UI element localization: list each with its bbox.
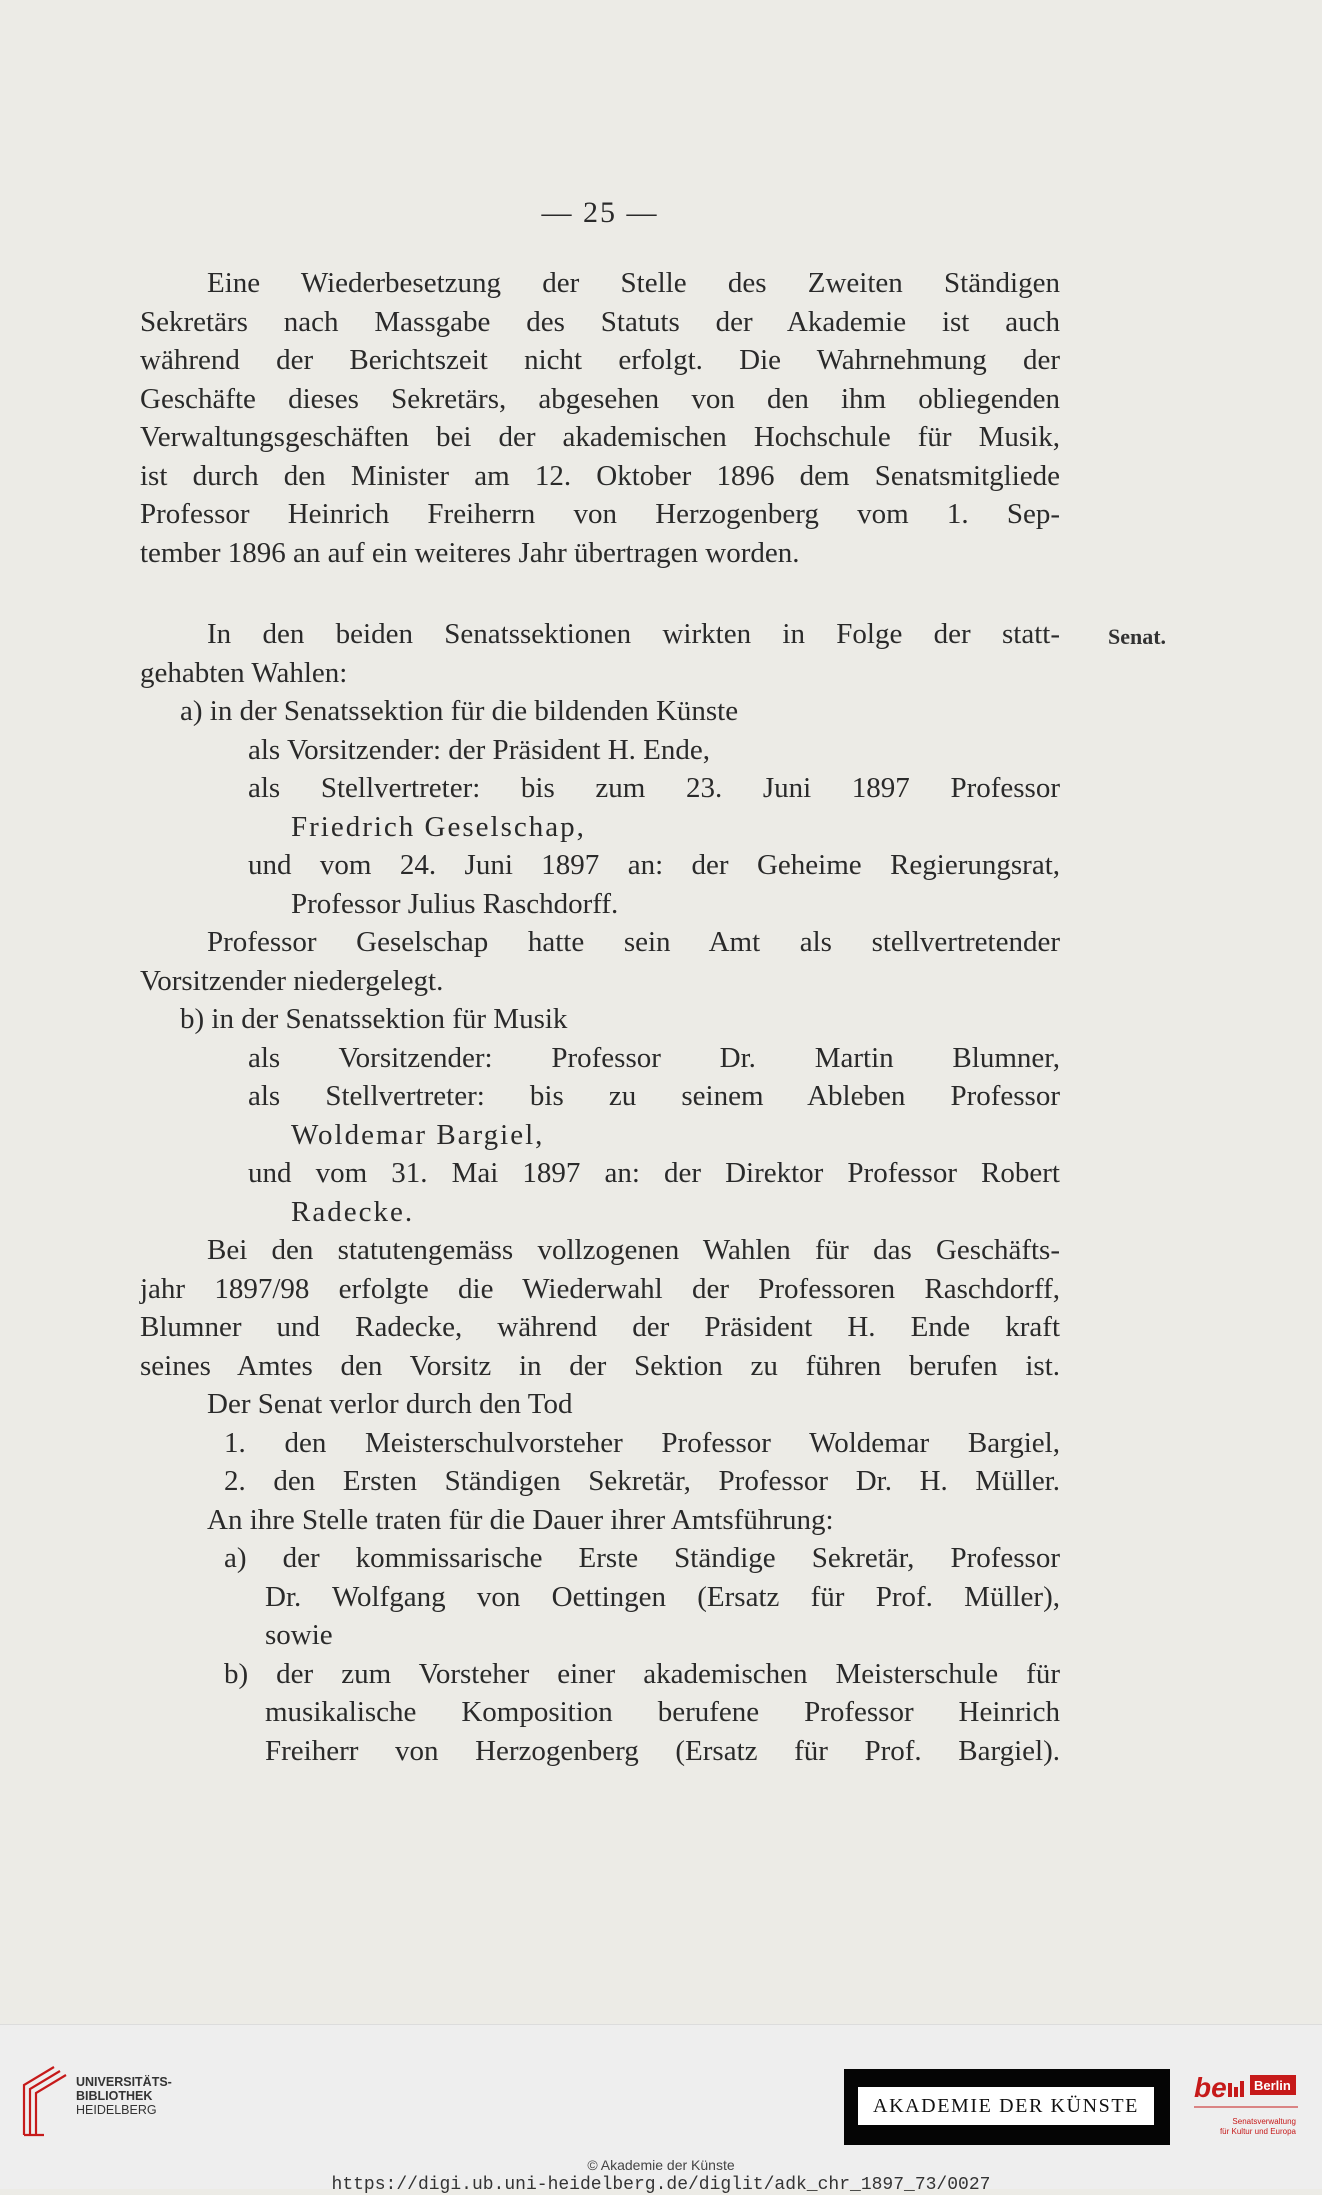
ub-line-3: HEIDELBERG: [76, 2103, 157, 2117]
svg-text:be: be: [1194, 2072, 1227, 2103]
text-line: Professor Julius Raschdorff.: [291, 887, 619, 920]
text-line: Sekretärs nach Massgabe des Statuts der Akademie ist auch: [140, 305, 1060, 338]
svg-text:Senatsverwaltung: Senatsverwaltung: [1232, 2117, 1296, 2126]
paragraph-3: [140, 1231, 1060, 1385]
margin-note: Senat.: [1108, 624, 1167, 649]
text-line: ist durch den Minister am 12. Oktober 1896 dem Senatsmitgliede: [140, 459, 1060, 492]
text-line: Professor Geselschap hatte sein Amt als stellvertretender: [207, 926, 1060, 958]
text-line: Bei den statutengemäss vollzogenen Wahlen für das Geschäfts-: [207, 1234, 1060, 1266]
text-line: während der Berichtszeit nicht erfolgt. Die Wahrnehmung der: [140, 344, 1060, 376]
ub-line-1: UNIVERSITÄTS-: [76, 2075, 172, 2089]
text-line: Eine Wiederbesetzung der Stelle des Zweiten Ständigen: [207, 267, 1060, 299]
text-line: und vom 24. Juni 1897 an: der Geheime Regierungsrat,: [248, 849, 1060, 881]
text-line: jahr 1897/98 erfolgte die Wiederwahl der Professoren Raschdorff,: [140, 1272, 1060, 1305]
text-line: sowie: [265, 1619, 333, 1651]
text-line: als Stellvertreter: bis zum 23. Juni 1897 Professor: [248, 772, 1060, 804]
text-line: Verwaltungsgeschäften bei der akademischen Hochschule für Musik,: [140, 421, 1060, 453]
text-line: als Vorsitzender: der Präsident H. Ende,: [248, 733, 711, 766]
be-berlin-logo-icon[interactable]: [1194, 2069, 1298, 2149]
text-line: An ihre Stelle traten für die Dauer ihrer Amtsführung:: [207, 1503, 834, 1536]
text-line: Professor Heinrich Freiherrn von Herzogenberg vom 1. Sep-: [140, 498, 1060, 530]
copyright-notice: © Akademie der Künste: [587, 2157, 735, 2173]
akademie-logo-label: AKADEMIE DER KÜNSTE: [858, 2087, 1154, 2125]
text-line: gehabten Wahlen:: [140, 656, 348, 689]
text-line: Dr. Wolfgang von Oettingen (Ersatz für Prof. Müller),: [265, 1580, 1060, 1613]
text-line: Radecke.: [291, 1195, 415, 1228]
list-item: b) der zum Vorsteher einer akademischen Meisterschule für: [224, 1657, 1060, 1690]
paragraph-2: [140, 615, 1060, 1231]
text-line: und vom 31. Mai 1897 an: der Direktor Professor Robert: [248, 1157, 1060, 1189]
text-line: als Stellvertreter: bis zu seinem Ableben Professor: [248, 1080, 1060, 1112]
ub-line-2: BIBLIOTHEK: [76, 2089, 153, 2103]
text-line: Woldemar Bargiel,: [291, 1118, 545, 1151]
list-item: b) in der Senatssektion für Musik: [180, 1003, 568, 1035]
paragraph-4: [140, 1385, 1060, 1770]
list-item: 2. den Ersten Ständigen Sekretär, Professor Dr. H. Müller.: [224, 1465, 1060, 1497]
text-line: Geschäfte dieses Sekretärs, abgesehen von den ihm obliegenden: [140, 382, 1060, 415]
source-url-link[interactable]: https://digi.ub.uni-heidelberg.de/diglit/adk_chr_1897_73/0027: [331, 2175, 991, 2195]
text-line: Freiherr von Herzogenberg (Ersatz für Prof. Bargiel).: [265, 1734, 1060, 1767]
text-line: Der Senat verlor durch den Tod: [207, 1388, 573, 1420]
text-line: seines Amtes den Vorsitz in der Sektion zu führen berufen ist.: [140, 1349, 1060, 1382]
page-number: — 25 —: [541, 196, 659, 229]
university-library-logo-icon[interactable]: [14, 2063, 74, 2139]
list-item: a) in der Senatssektion für die bildenden Künste: [180, 695, 739, 727]
list-item: 1. den Meisterschulvorsteher Professor Woldemar Bargiel,: [224, 1426, 1060, 1459]
text-line: Vorsitzender niedergelegt.: [140, 964, 444, 997]
list-item: a) der kommissarische Erste Ständige Sekretär, Professor: [224, 1542, 1060, 1574]
text-line: In den beiden Senatssektionen wirkten in Folge der statt-: [207, 618, 1060, 650]
paragraph-1: [140, 264, 1060, 572]
text-line: tember 1896 an auf ein weiteres Jahr übertragen worden.: [140, 536, 800, 569]
text-line: musikalische Komposition berufene Professor Heinrich: [265, 1696, 1060, 1728]
footer: [0, 2024, 1322, 2195]
svg-text:Berlin: Berlin: [1254, 2078, 1291, 2093]
akademie-logo[interactable]: [844, 2069, 1170, 2145]
text-line: Friedrich Geselschap,: [291, 810, 586, 843]
svg-text:für Kultur und Europa: für Kultur und Europa: [1219, 2127, 1296, 2136]
university-library-label: [76, 2075, 172, 2117]
text-line: als Vorsitzender: Professor Dr. Martin Blumner,: [248, 1041, 1060, 1074]
text-line: Blumner und Radecke, während der Präsident H. Ende kraft: [140, 1311, 1060, 1343]
